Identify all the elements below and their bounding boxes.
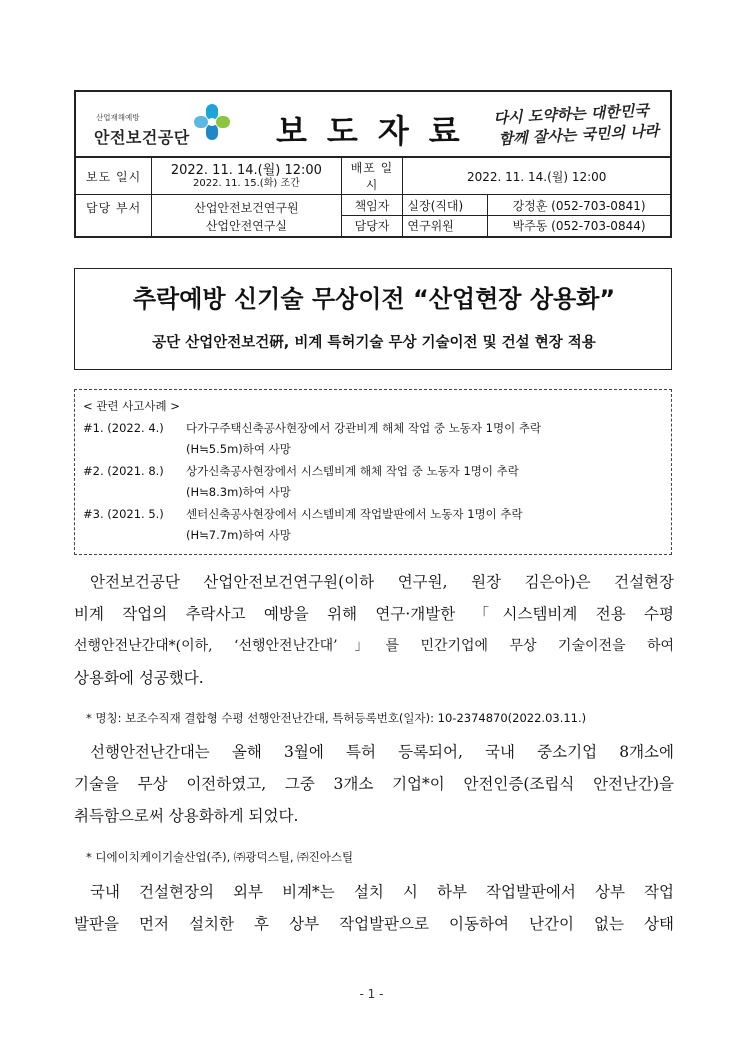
manager-title: 실장(직대) <box>403 195 488 216</box>
case-item <box>83 418 663 440</box>
logo-tagline: 산업재해예방 <box>96 113 140 122</box>
department-label: 담당 부서 <box>75 195 152 237</box>
page-title: 보도자료 <box>276 112 480 150</box>
case-text: 센터신축공사현장에서 시스템비계 작업발판에서 노동자 1명이 추락 <box>186 506 523 521</box>
company-footnote: * 디에이치케이기술산업(주), ㈜광덕스틸, ㈜진아스틸 <box>86 850 354 864</box>
department-sub: 산업안전연구실 <box>205 219 287 233</box>
body-paragraph-1 <box>74 566 674 694</box>
department-name: 산업안전보건연구원 <box>194 201 299 215</box>
slogan-line-1: 다시 도약하는 대한민국 <box>493 101 650 128</box>
release-date-label: 보도 일시 <box>75 158 152 195</box>
distribution-date-label: 배포 일시 <box>341 158 403 195</box>
paragraph-line: 선행안전난간대는 올해 3월에 특허 등록되어, 국내 중소기업 8개소에 <box>90 743 674 761</box>
paragraph-line: 상용화에 성공했다. <box>74 669 204 687</box>
headline: 추락예방 신기술 무상이전 “산업현장 상용화” <box>132 285 616 313</box>
release-info-table <box>74 157 672 238</box>
manager-contact: 강정훈 (052-703-0841) <box>488 195 671 216</box>
case-item <box>83 461 663 483</box>
kosha-logo <box>86 98 236 152</box>
staff-label: 담당자 <box>341 216 403 237</box>
release-date-cell <box>152 158 341 195</box>
press-release-header <box>74 90 672 157</box>
cases-title: < 관련 사고사례 > <box>83 399 180 413</box>
case-text: 다가구주택신축공사현장에서 강관비계 해체 작업 중 노동자 1명이 추락 <box>186 420 542 435</box>
slogan-line-2: 함께 잘사는 국민의 나라 <box>498 121 660 149</box>
case-text-cont: (H≒7.7m)하여 사망 <box>186 528 291 542</box>
case-number: #1. (2022. 4.) <box>83 420 164 435</box>
patent-footnote: * 명칭: 보조수직재 결합형 수평 선행안전난간대, 특허등록번호(일자): 10-2374870(2022.03.11.) <box>86 711 587 725</box>
staff-contact: 박주동 (052-703-0844) <box>488 216 671 237</box>
body-paragraph-3 <box>74 876 674 940</box>
paragraph-line: 기술을 무상 이전하였고, 그중 3개소 기업*이 안전인증(조립식 안전난간)을 <box>74 775 674 793</box>
release-date-sub: 2022. 11. 15.(화) 조간 <box>193 177 300 189</box>
paragraph-line: 안전보건공단 산업안전보건연구원(이하 연구원, 원장 김은아)은 건설현장 <box>90 573 674 591</box>
release-date: 2022. 11. 14.(월) 12:00 <box>170 162 322 178</box>
distribution-date: 2022. 11. 14.(월) 12:00 <box>403 158 671 195</box>
logo-name: 안전보건공단 <box>94 128 190 147</box>
case-text-cont: (H≒5.5m)하여 사망 <box>186 442 291 456</box>
case-text: 상가신축공사현장에서 시스템비계 해체 작업 중 노동자 1명이 추락 <box>186 463 519 478</box>
case-number: #2. (2021. 8.) <box>83 463 164 478</box>
cross-logo-icon <box>192 102 232 142</box>
body-paragraph-2 <box>74 736 674 832</box>
paragraph-line: 국내 건설현장의 외부 비계*는 설치 시 하부 작업발판에서 상부 작업 <box>90 883 674 901</box>
headline-box <box>74 268 672 370</box>
manager-label: 책임자 <box>341 195 403 216</box>
case-text-cont: (H≒8.3m)하여 사망 <box>186 485 291 499</box>
accident-cases-box <box>74 389 672 555</box>
paragraph-line: 취득함으로써 상용화하게 되었다. <box>74 807 299 825</box>
subheadline: 공단 산업안전보건硏, 비계 특허기술 무상 기술이전 및 건설 현장 적용 <box>152 335 596 351</box>
staff-title: 연구위원 <box>403 216 488 237</box>
paragraph-line: 선행안전난간대*(이하, ‘선행안전난간대’」를 민간기업에 무상 기술이전을 하여 <box>74 638 674 654</box>
slogan <box>493 100 660 151</box>
paragraph-line: 발판을 먼저 설치한 후 상부 작업발판으로 이동하여 난간이 없는 상태 <box>74 915 674 933</box>
department-cell <box>152 195 341 237</box>
case-item <box>83 504 663 526</box>
paragraph-line: 비계 작업의 추락사고 예방을 위해 연구·개발한 「시스템비계 전용 수평 <box>74 605 674 623</box>
case-number: #3. (2021. 5.) <box>83 506 164 521</box>
page-number: - 1 - <box>359 987 384 1001</box>
